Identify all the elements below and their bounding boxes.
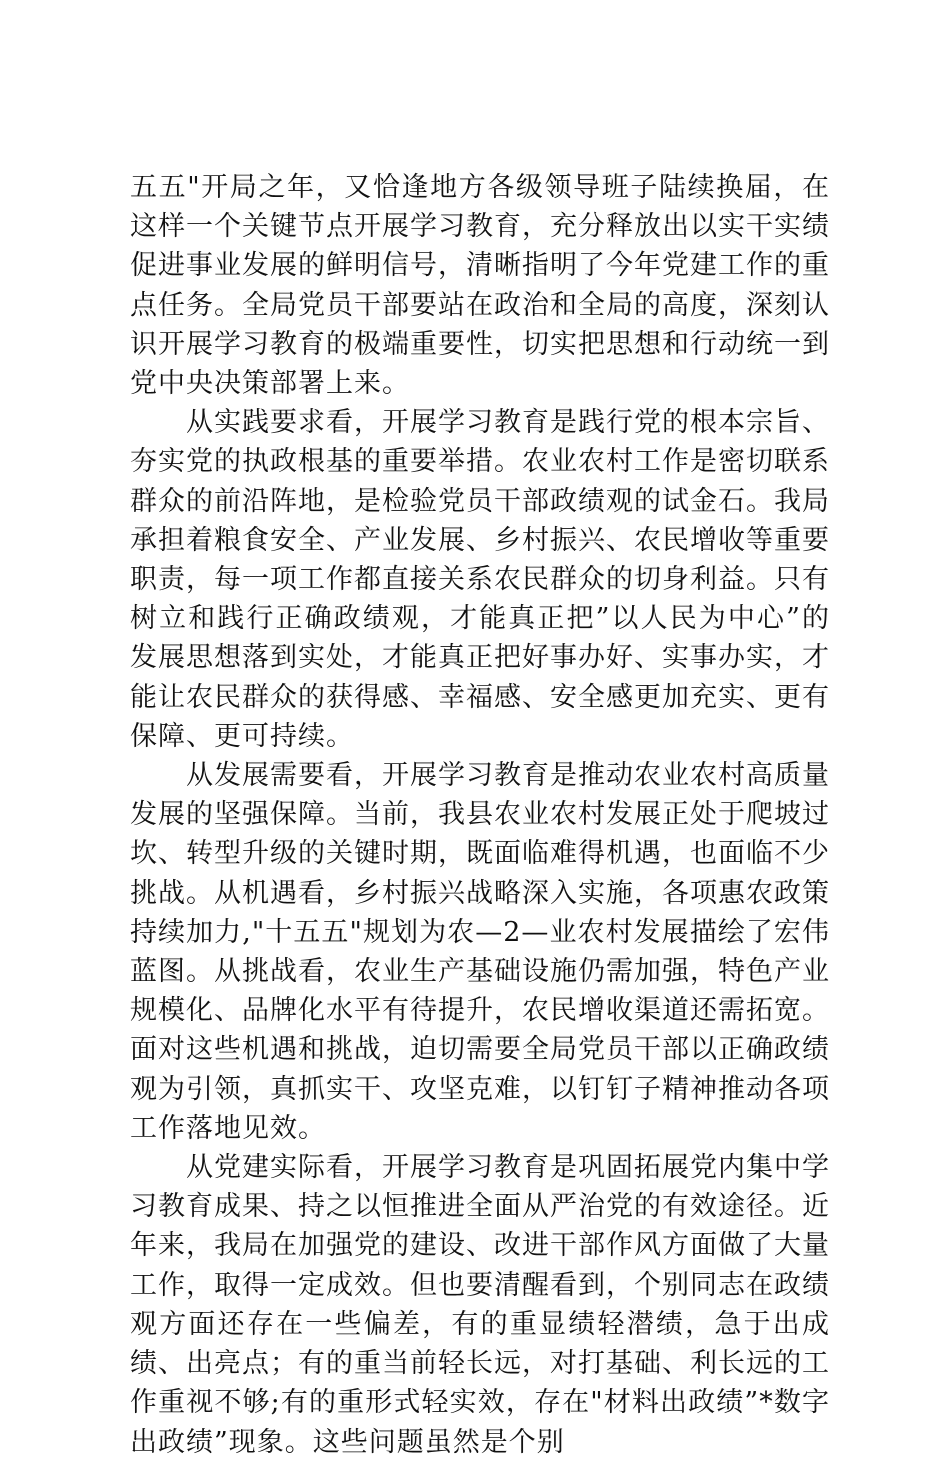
- paragraph-development-needs: 从发展需要看，开展学习教育是推动农业农村高质量发展的坚强保障。当前，我县农业农村发展正处于爬坡过坎、转型升级的关键时期，既面临难得机遇，也面临不少挑战。从机遇看，乡村振兴战略深入实施，各项惠农政策持续加力,"十五五"规划为农—2—业农村发展描绘了宏伟蓝图。从挑战看，农业生产基础设施仍需加强，特色产业规模化、品牌化水平有待提升，农民增收渠道还需拓宽。面对这些机遇和挑战，迫切需要全局党员干部以正确政绩观为引领，真抓实干、攻坚克难，以钉钉子精神推动各项工作落地见效。: [130, 760, 830, 1144]
- document-body: [130, 168, 830, 1462]
- paragraph-party-building: 从党建实际看，开展学习教育是巩固拓展党内集中学习教育成果、持之以恒推进全面从严治党的有效途径。近年来，我局在加强党的建设、改进干部作风方面做了大量工作，取得一定成效。但也要清醒看到，个别同志在政绩观方面还存在一些偏差，有的重显绩轻潜绩，急于出成绩、出亮点；有的重当前轻长远，对打基础、利长远的工作重视不够;有的重形式轻实效，存在"材料出政绩”*数字出政绩”现象。这些问题虽然是个别: [130, 1152, 830, 1458]
- paragraph-continued: 五五"开局之年，又恰逢地方各级领导班子陆续换届，在这样一个关键节点开展学习教育，充分释放出以实干实绩促进事业发展的鲜明信号，清晰指明了今年党建工作的重点任务。全局党员干部要站在政治和全局的高度，深刻认识开展学习教育的极端重要性，切实把思想和行动统一到党中央决策部署上来。: [130, 172, 830, 400]
- paragraph-practice-requirements: 从实践要求看，开展学习教育是践行党的根本宗旨、夯实党的执政根基的重要举措。农业农村工作是密切联系群众的前沿阵地，是检验党员干部政绩观的试金石。我局承担着粮食安全、产业发展、乡村振兴、农民增收等重要职责，每一项工作都直接关系农民群众的切身利益。只有树立和践行正确政绩观，才能真正把”以人民为中心”的发展思想落到实处，才能真正把好事办好、实事办实，才能让农民群众的获得感、幸福感、安全感更加充实、更有保障、更可持续。: [130, 407, 830, 752]
